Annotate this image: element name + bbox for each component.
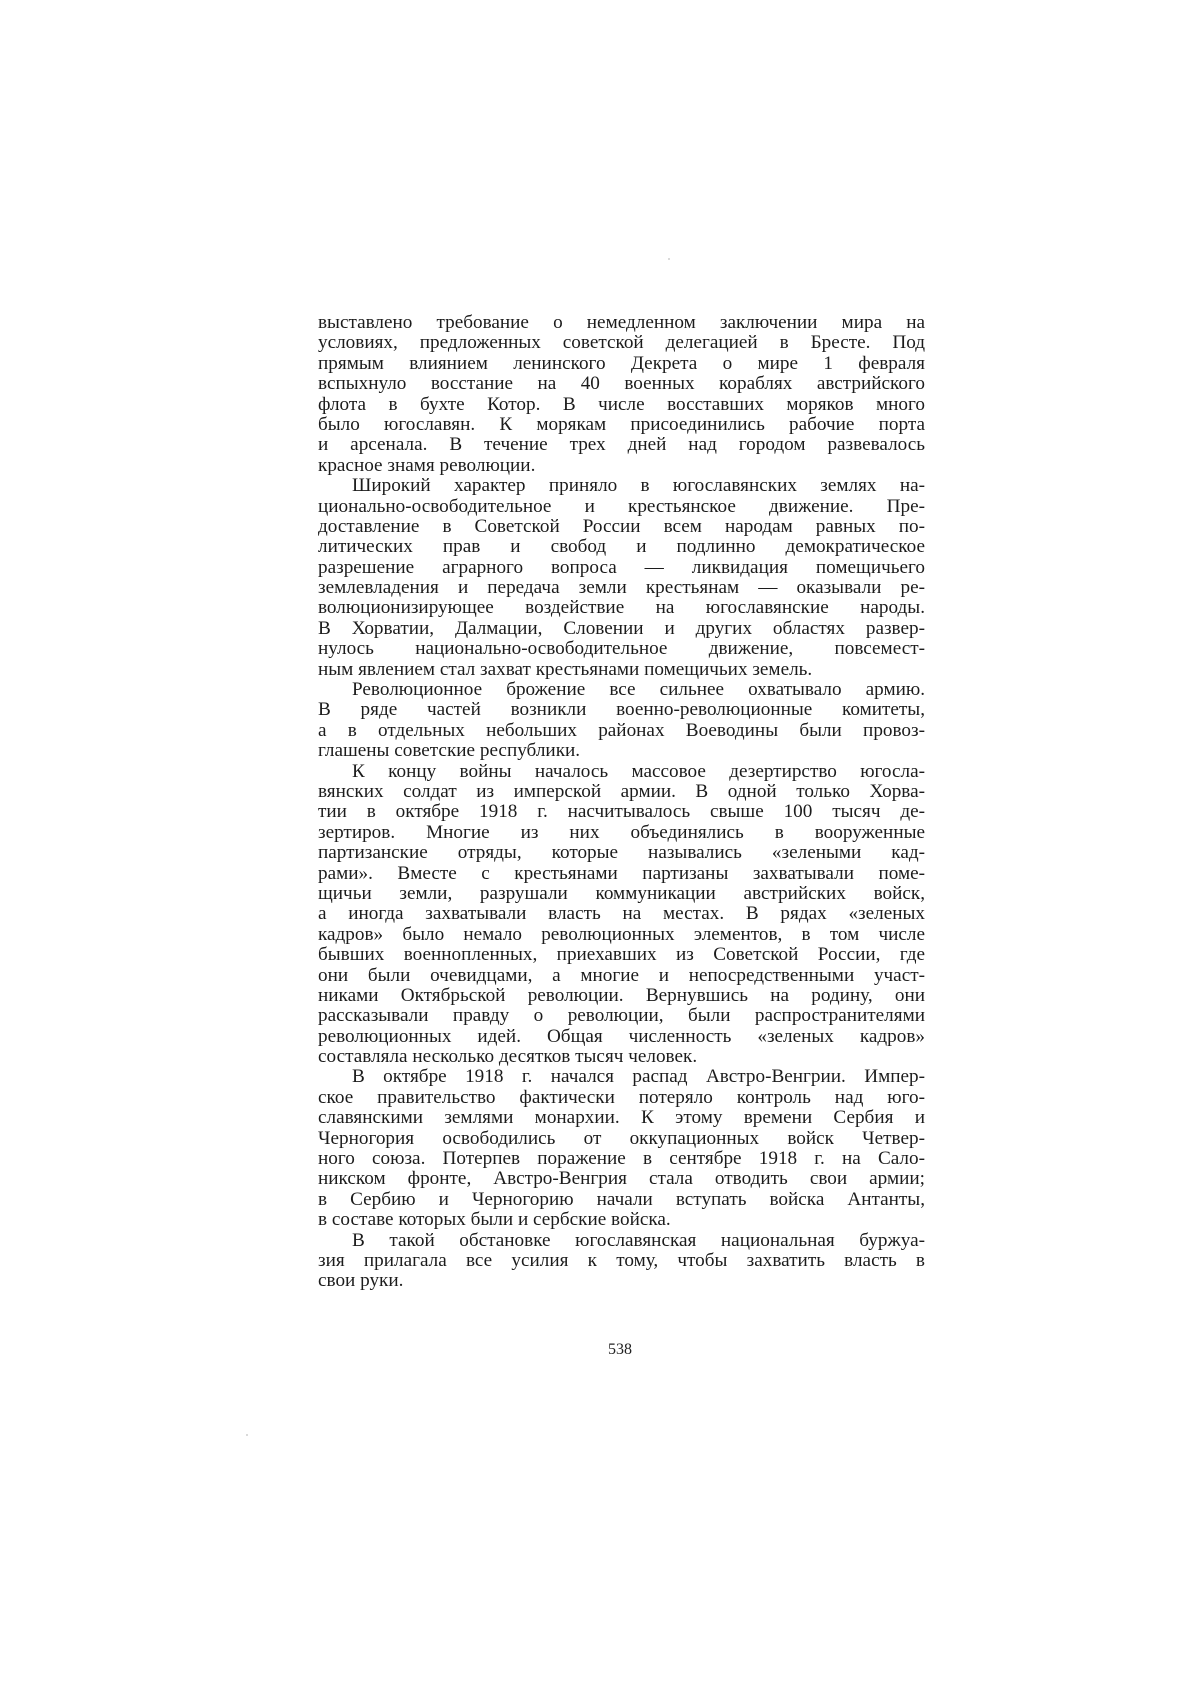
text-line: литических прав и свобод и подлинно демократическое <box>318 536 925 558</box>
text-line: тии в октябре 1918 г. насчитывалось свыше 100 тысяч де- <box>318 801 925 823</box>
paragraph <box>318 476 925 680</box>
paragraph <box>318 1067 925 1230</box>
text-line: в Сербию и Черногорию начали вступать войска Антанты, <box>318 1188 925 1210</box>
text-line: славянскими землями монархии. К этому времени Сербия и <box>318 1107 925 1129</box>
scan-speck <box>668 258 670 260</box>
text-line: землевладения и передача земли крестьянам — оказывали ре- <box>318 577 925 599</box>
text-line: в составе которых были и сербские войска. <box>318 1209 671 1231</box>
text-line: К концу войны началось массовое дезертирство югосла- <box>352 760 925 782</box>
text-line: условиях, предложенных советской делегацией в Бресте. Под <box>318 332 925 354</box>
text-line: вспыхнуло восстание на 40 военных кораблях австрийского <box>318 373 925 395</box>
text-line: зия прилагала все усилия к тому, чтобы захватить власть в <box>318 1249 925 1271</box>
text-line: В такой обстановке югославянская национальная буржуа- <box>352 1229 925 1251</box>
scan-speck <box>246 1434 248 1436</box>
text-line: составляла несколько десятков тысяч человек. <box>318 1046 698 1068</box>
text-line: рами». Вместе с крестьянами партизаны захватывали поме- <box>318 862 925 884</box>
body-text <box>318 313 925 1292</box>
text-line: щичьи земли, разрушали коммуникации австрийских войск, <box>318 882 925 904</box>
text-line: волюционизирующее воздействие на югославянские народы. <box>318 597 925 619</box>
paragraph <box>318 762 925 1068</box>
text-line: прямым влиянием ленинского Декрета о мире 1 февраля <box>318 352 925 374</box>
text-line: бывших военнопленных, приехавших из Советской России, где <box>318 944 925 966</box>
text-line: нулось национально-освободительное движение, повсемест- <box>318 638 925 660</box>
text-line: зертиров. Многие из них объединялись в вооруженные <box>318 821 925 843</box>
paragraph <box>318 313 925 476</box>
text-line: доставление в Советской России всем народам равных по- <box>318 515 925 537</box>
text-line: ного союза. Потерпев поражение в сентябре 1918 г. на Сало- <box>318 1148 925 1170</box>
text-line: никском фронте, Австро-Венгрия стала отводить свои армии; <box>318 1168 925 1190</box>
text-line: революционных идей. Общая численность «зеленых кадров» <box>318 1025 925 1047</box>
text-line: и арсенала. В течение трех дней над городом развевалось <box>318 434 925 456</box>
text-line: рассказывали правду о революции, были распространителями <box>318 1005 925 1027</box>
text-line: Черногория освободились от оккупационных войск Четвер- <box>318 1127 925 1149</box>
text-line: флота в бухте Котор. В числе восставших моряков много <box>318 393 925 415</box>
text-line: а в отдельных небольших районах Воеводины были провоз- <box>318 719 925 741</box>
text-line: разрешение аграрного вопроса — ликвидация помещичьего <box>318 556 925 578</box>
text-line: красное знамя революции. <box>318 454 536 476</box>
text-line: В Хорватии, Далмации, Словении и других областях развер- <box>318 617 925 639</box>
text-line: ционально-освободительное и крестьянское движение. Пре- <box>318 495 925 517</box>
paragraph <box>318 1231 925 1292</box>
text-line: ным явлением стал захват крестьянами помещичьих земель. <box>318 658 813 680</box>
text-line: вянских солдат из имперской армии. В одной только Хорва- <box>318 780 925 802</box>
text-line: глашены советские республики. <box>318 740 581 762</box>
page-number: 538 <box>608 1341 632 1358</box>
text-line: кадров» было немало революционных элементов, в том числе <box>318 923 925 945</box>
text-line: партизанские отряды, которые назывались «зелеными кад- <box>318 842 925 864</box>
text-line: никами Октябрьской революции. Вернувшись на родину, они <box>318 984 925 1006</box>
text-line: было югославян. К морякам присоединились рабочие порта <box>318 413 925 435</box>
text-line: ское правительство фактически потеряло контроль над юго- <box>318 1086 925 1108</box>
text-line: В октябре 1918 г. начался распад Австро-Венгрии. Импер- <box>352 1066 925 1088</box>
paragraph <box>318 680 925 762</box>
text-line: Революционное брожение все сильнее охватывало армию. <box>352 679 925 701</box>
text-line: а иногда захватывали власть на местах. В рядах «зеленых <box>318 903 925 925</box>
text-line: выставлено требование о немедленном заключении мира на <box>318 312 925 333</box>
text-line: Широкий характер приняло в югославянских землях на- <box>352 475 925 497</box>
text-line: они были очевидцами, а многие и непосредственными участ- <box>318 964 925 986</box>
text-line: В ряде частей возникли военно-революционные комитеты, <box>318 699 925 721</box>
text-line: свои руки. <box>318 1270 404 1292</box>
